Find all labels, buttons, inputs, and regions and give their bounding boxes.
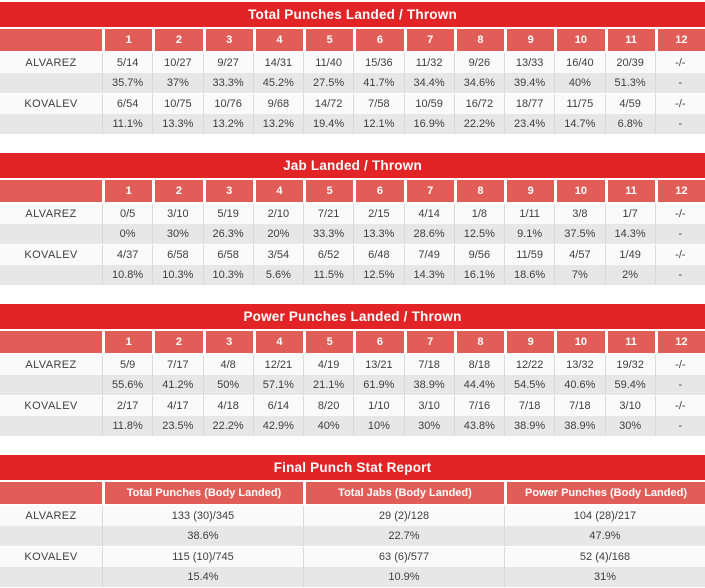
column-header: 5: [303, 331, 353, 353]
stat-cell: 7/17: [152, 355, 202, 375]
fraction-row: [0, 546, 705, 567]
stat-cell: 41.2%: [152, 375, 202, 395]
stat-cell: 10.8%: [102, 265, 152, 285]
stat-cell: 45.2%: [253, 73, 303, 93]
stat-cell: 39.4%: [504, 73, 554, 93]
stat-cell: 33.3%: [203, 73, 253, 93]
stat-cell: 61.9%: [353, 375, 403, 395]
stat-cell: 47.9%: [504, 526, 705, 546]
stat-cell: -/-: [655, 53, 705, 73]
stat-cell: 6/48: [353, 245, 403, 265]
fighter-name: [0, 114, 102, 134]
stat-cell: 2/10: [253, 204, 303, 224]
column-header: Total Punches (Body Landed): [102, 482, 303, 504]
stat-cell: -/-: [655, 245, 705, 265]
stat-cell: 4/18: [203, 396, 253, 416]
stat-cell: 6.8%: [605, 114, 655, 134]
stat-cell: 3/8: [554, 204, 604, 224]
stat-cell: 5/9: [102, 355, 152, 375]
stat-cell: 16.1%: [454, 265, 504, 285]
stat-cell: 1/49: [605, 245, 655, 265]
stat-cell: -: [655, 416, 705, 436]
stat-cell: 19/32: [605, 355, 655, 375]
column-header: 11: [605, 331, 655, 353]
stat-cell: 7/18: [404, 355, 454, 375]
stat-cell: 12.5%: [454, 224, 504, 244]
stat-cell: 59.4%: [605, 375, 655, 395]
stat-cell: 2/17: [102, 396, 152, 416]
stat-cell: 15.4%: [102, 567, 303, 587]
stat-cell: 10/75: [152, 94, 202, 114]
fighter-name: KOVALEV: [24, 551, 78, 563]
stat-cell: -: [655, 73, 705, 93]
stat-cell: 2/15: [353, 204, 403, 224]
fighter-name: [0, 265, 102, 285]
stat-cell: 9/27: [203, 53, 253, 73]
table-title: Power Punches Landed / Thrown: [0, 304, 705, 329]
stat-cell: 13/33: [504, 53, 554, 73]
column-header: 1: [102, 331, 152, 353]
column-header: 9: [504, 180, 554, 202]
stat-cell: 40.6%: [554, 375, 604, 395]
stat-cell: 3/54: [253, 245, 303, 265]
stat-cell: 1/7: [605, 204, 655, 224]
percent-row: [0, 73, 705, 93]
stat-cell: 19.4%: [303, 114, 353, 134]
column-header: 4: [253, 331, 303, 353]
stat-cell: 11/32: [404, 53, 454, 73]
column-header: 4: [253, 180, 303, 202]
fraction-row: [0, 93, 705, 114]
stat-cell: 14.7%: [554, 114, 604, 134]
stat-cell: 104 (28)/217: [504, 506, 705, 526]
stat-cell: 10%: [353, 416, 403, 436]
stat-cell: 37%: [152, 73, 202, 93]
stat-cell: 7/21: [303, 204, 353, 224]
fighter-name: ALVAREZ: [25, 57, 77, 69]
column-header: 7: [404, 180, 454, 202]
stat-cell: 7/18: [554, 396, 604, 416]
stat-cell: 5/14: [102, 53, 152, 73]
column-header: 6: [353, 180, 403, 202]
column-header: 10: [554, 180, 604, 202]
stat-cell: 7/49: [404, 245, 454, 265]
column-header: 4: [253, 29, 303, 51]
column-header: Total Jabs (Body Landed): [303, 482, 504, 504]
stat-cell: 43.8%: [454, 416, 504, 436]
stat-cell: 0/5: [102, 204, 152, 224]
fighter-name: KOVALEV: [24, 249, 78, 261]
stat-cell: 12/21: [253, 355, 303, 375]
percent-row: [0, 416, 705, 436]
column-header: 3: [203, 180, 253, 202]
column-header: 7: [404, 331, 454, 353]
table-title: Jab Landed / Thrown: [0, 153, 705, 178]
column-header: 5: [303, 29, 353, 51]
stat-cell: 0%: [102, 224, 152, 244]
percent-row: [0, 526, 705, 546]
stat-cell: 57.1%: [253, 375, 303, 395]
fighter-name: KOVALEV: [24, 400, 78, 412]
stat-cell: 14/72: [303, 94, 353, 114]
column-header: 10: [554, 29, 604, 51]
fighter-name: [0, 375, 102, 395]
stat-cell: 4/17: [152, 396, 202, 416]
stat-cell: 41.7%: [353, 73, 403, 93]
stat-cell: 30%: [404, 416, 454, 436]
total-punches-table: [0, 2, 705, 134]
stat-cell: 40%: [303, 416, 353, 436]
stat-cell: 63 (6)/577: [303, 547, 504, 567]
percent-row: [0, 265, 705, 285]
fighter-name: ALVAREZ: [25, 208, 77, 220]
stat-cell: 33.3%: [303, 224, 353, 244]
round-header-row: [0, 29, 705, 51]
fraction-row: [0, 204, 705, 224]
stat-cell: 10/59: [404, 94, 454, 114]
stat-cell: 37.5%: [554, 224, 604, 244]
stat-cell: 9.1%: [504, 224, 554, 244]
fighter-name: [0, 567, 102, 587]
stat-cell: 23.5%: [152, 416, 202, 436]
stat-cell: 2%: [605, 265, 655, 285]
stat-cell: 7%: [554, 265, 604, 285]
stat-cell: 6/52: [303, 245, 353, 265]
stat-cell: 38.9%: [404, 375, 454, 395]
fraction-row: [0, 395, 705, 416]
stat-cell: 4/8: [203, 355, 253, 375]
column-header: 8: [454, 180, 504, 202]
stat-cell: 30%: [605, 416, 655, 436]
stat-cell: 10.3%: [203, 265, 253, 285]
stat-cell: 9/56: [454, 245, 504, 265]
stat-cell: 11.8%: [102, 416, 152, 436]
column-header: 7: [404, 29, 454, 51]
stat-cell: 13/21: [353, 355, 403, 375]
fighter-name: KOVALEV: [24, 98, 78, 110]
stat-cell: 6/54: [102, 94, 152, 114]
stat-cell: 15/36: [353, 53, 403, 73]
stat-cell: 51.3%: [605, 73, 655, 93]
percent-row: [0, 224, 705, 244]
stat-cell: 20/39: [605, 53, 655, 73]
stat-cell: 14/31: [253, 53, 303, 73]
stat-cell: 40%: [554, 73, 604, 93]
stat-cell: 34.4%: [404, 73, 454, 93]
column-header: 2: [152, 29, 202, 51]
stat-cell: 8/20: [303, 396, 353, 416]
stat-cell: 11/40: [303, 53, 353, 73]
round-header-row: [0, 331, 705, 353]
stat-cell: 55.6%: [102, 375, 152, 395]
stat-cell: 29 (2)/128: [303, 506, 504, 526]
stat-cell: 38.6%: [102, 526, 303, 546]
stat-cell: 38.9%: [554, 416, 604, 436]
stat-cell: 14.3%: [605, 224, 655, 244]
fighter-name: ALVAREZ: [25, 359, 77, 371]
column-header: 11: [605, 29, 655, 51]
stat-cell: 1/8: [454, 204, 504, 224]
stat-cell: 18/77: [504, 94, 554, 114]
stat-cell: 4/59: [605, 94, 655, 114]
column-header: 5: [303, 180, 353, 202]
stat-cell: 34.6%: [454, 73, 504, 93]
stat-cell: 12.1%: [353, 114, 403, 134]
header-corner-cell: [0, 331, 102, 353]
column-header: 9: [504, 29, 554, 51]
stat-cell: 16/40: [554, 53, 604, 73]
stat-cell: 5.6%: [253, 265, 303, 285]
stat-cell: 21.1%: [303, 375, 353, 395]
column-header: 12: [655, 180, 705, 202]
stat-cell: 6/58: [152, 245, 202, 265]
stat-cell: 50%: [203, 375, 253, 395]
stat-cell: 26.3%: [203, 224, 253, 244]
stat-cell: 1/11: [504, 204, 554, 224]
stat-cell: -: [655, 265, 705, 285]
stat-cell: 13.2%: [203, 114, 253, 134]
table-title: Final Punch Stat Report: [0, 455, 705, 480]
percent-row: [0, 375, 705, 395]
stat-cell: -/-: [655, 204, 705, 224]
fighter-name: [0, 224, 102, 244]
stat-cell: -: [655, 375, 705, 395]
stat-cell: 30%: [152, 224, 202, 244]
table-title: Total Punches Landed / Thrown: [0, 2, 705, 27]
stat-cell: 14.3%: [404, 265, 454, 285]
stat-cell: 13.3%: [353, 224, 403, 244]
stat-cell: 11/75: [554, 94, 604, 114]
stat-cell: 18.6%: [504, 265, 554, 285]
stat-cell: 1/10: [353, 396, 403, 416]
stat-cell: 16.9%: [404, 114, 454, 134]
stat-cell: -: [655, 114, 705, 134]
stat-cell: 7/58: [353, 94, 403, 114]
column-header: 6: [353, 331, 403, 353]
fraction-row: [0, 506, 705, 526]
stat-cell: 20%: [253, 224, 303, 244]
stat-cell: -/-: [655, 396, 705, 416]
column-header: 8: [454, 29, 504, 51]
stat-cell: 13.3%: [152, 114, 202, 134]
stat-cell: 4/37: [102, 245, 152, 265]
stat-cell: 22.7%: [303, 526, 504, 546]
stat-cell: -: [655, 224, 705, 244]
final-report-table: [0, 455, 705, 587]
stat-cell: 4/57: [554, 245, 604, 265]
percent-row: [0, 567, 705, 587]
column-header: 12: [655, 29, 705, 51]
stat-cell: 7/16: [454, 396, 504, 416]
stat-cell: 6/58: [203, 245, 253, 265]
stat-cell: 7/18: [504, 396, 554, 416]
stat-cell: 10.3%: [152, 265, 202, 285]
stat-cell: 31%: [504, 567, 705, 587]
header-corner-cell: [0, 482, 102, 504]
round-header-row: [0, 180, 705, 202]
stat-cell: -/-: [655, 355, 705, 375]
stat-cell: 28.6%: [404, 224, 454, 244]
stat-cell: 16/72: [454, 94, 504, 114]
column-header: 2: [152, 180, 202, 202]
stat-cell: 4/19: [303, 355, 353, 375]
fighter-name: [0, 526, 102, 546]
jab-table: [0, 153, 705, 285]
stat-cell: 44.4%: [454, 375, 504, 395]
stat-cell: 115 (10)/745: [102, 547, 303, 567]
stat-cell: 22.2%: [454, 114, 504, 134]
stat-cell: 22.2%: [203, 416, 253, 436]
fighter-name: [0, 73, 102, 93]
stat-cell: 5/19: [203, 204, 253, 224]
header-corner-cell: [0, 180, 102, 202]
stat-cell: 9/68: [253, 94, 303, 114]
column-header: 2: [152, 331, 202, 353]
stat-cell: 12.5%: [353, 265, 403, 285]
column-header: 3: [203, 331, 253, 353]
stat-cell: 23.4%: [504, 114, 554, 134]
stat-cell: 10/76: [203, 94, 253, 114]
column-header: 9: [504, 331, 554, 353]
column-header: 11: [605, 180, 655, 202]
column-header: 8: [454, 331, 504, 353]
column-header: 6: [353, 29, 403, 51]
fraction-row: [0, 244, 705, 265]
stat-cell: 52 (4)/168: [504, 547, 705, 567]
stat-cell: 3/10: [404, 396, 454, 416]
stat-cell: 11.1%: [102, 114, 152, 134]
fraction-row: [0, 53, 705, 73]
stat-cell: 35.7%: [102, 73, 152, 93]
stat-cell: 12/22: [504, 355, 554, 375]
stat-cell: 42.9%: [253, 416, 303, 436]
column-header: 1: [102, 29, 152, 51]
column-header: Power Punches (Body Landed): [504, 482, 705, 504]
stat-cell: 54.5%: [504, 375, 554, 395]
stat-cell: 9/26: [454, 53, 504, 73]
column-header: 3: [203, 29, 253, 51]
power-punches-table: [0, 304, 705, 436]
category-header-row: [0, 482, 705, 504]
column-header: 10: [554, 331, 604, 353]
stat-cell: 8/18: [454, 355, 504, 375]
stat-cell: 6/14: [253, 396, 303, 416]
stat-cell: 3/10: [152, 204, 202, 224]
fighter-name: [0, 416, 102, 436]
fighter-name: ALVAREZ: [25, 510, 77, 522]
stat-cell: 13/32: [554, 355, 604, 375]
percent-row: [0, 114, 705, 134]
stat-cell: -/-: [655, 94, 705, 114]
header-corner-cell: [0, 29, 102, 51]
stat-cell: 10/27: [152, 53, 202, 73]
column-header: 1: [102, 180, 152, 202]
stat-cell: 133 (30)/345: [102, 506, 303, 526]
stat-cell: 27.5%: [303, 73, 353, 93]
stat-cell: 10.9%: [303, 567, 504, 587]
stat-cell: 11.5%: [303, 265, 353, 285]
stat-cell: 38.9%: [504, 416, 554, 436]
stat-cell: 11/59: [504, 245, 554, 265]
stat-cell: 3/10: [605, 396, 655, 416]
stat-cell: 13.2%: [253, 114, 303, 134]
fraction-row: [0, 355, 705, 375]
stat-cell: 4/14: [404, 204, 454, 224]
column-header: 12: [655, 331, 705, 353]
